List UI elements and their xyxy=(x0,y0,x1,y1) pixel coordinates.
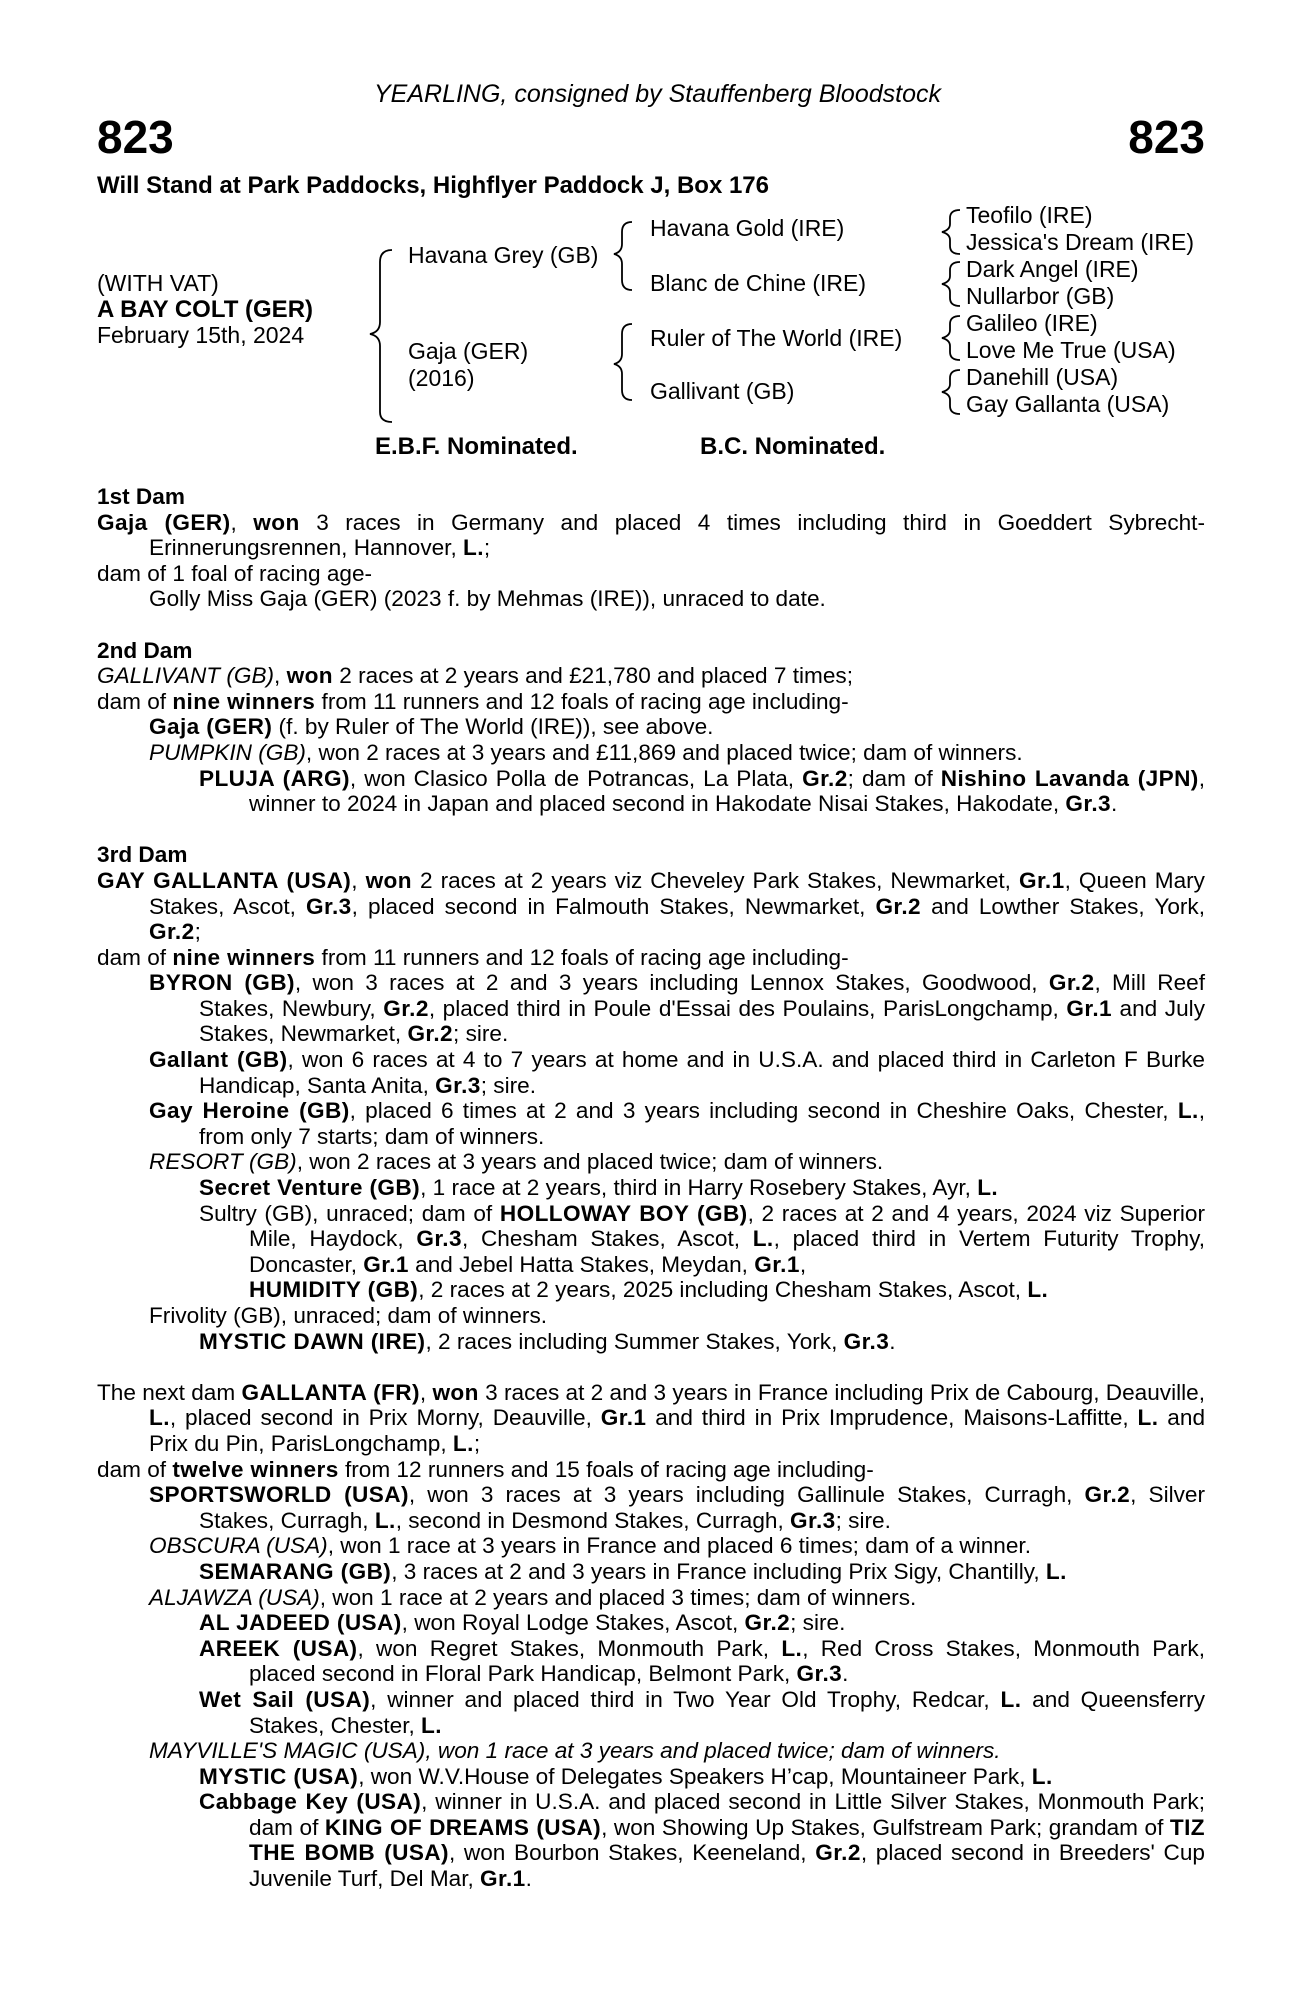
pedigree-sds: Dark Angel (IRE) xyxy=(966,256,1139,282)
next-dam-produce-sportsworld: SPORTSWORLD (USA), won 3 races at 3 years including Gallinule Stakes, Curragh, Gr.2, Silver Stakes, Curragh, L., second in Desmond Stakes, Curragh, Gr.3; sire. xyxy=(149,1482,1205,1533)
first-dam-title: 1st Dam xyxy=(97,484,185,509)
third-dam-produce-humidity: HUMIDITY (GB), 2 races at 2 years, 2025 including Chesham Stakes, Ascot, L. xyxy=(249,1277,1049,1303)
produce-record xyxy=(97,484,1205,1892)
second-dam-produce-gaja: Gaja (GER) (f. by Ruler of The World (IRE)), see above. xyxy=(149,714,714,740)
brace-sd xyxy=(942,262,960,306)
vat-note: (WITH VAT) xyxy=(97,270,219,296)
third-dam-produce-frivolity: Frivolity (GB), unraced; dam of winners. xyxy=(149,1303,548,1328)
third-dam-produce-sultry: Sultry (GB), unraced; dam of HOLLOWAY BOY (GB), 2 races at 2 and 4 years, 2024 viz Superior Mile, Haydock, Gr.3, Chesham Stakes, Ascot, L., placed third in Vertem Futurity Trophy, Doncaster, Gr.1 and Jebel Hatta Stakes, Meydan, Gr.1, xyxy=(199,1200,1205,1277)
pedigree-sire-sire: Havana Gold (IRE) xyxy=(650,215,845,241)
pedigree-dam-dam: Gallivant (GB) xyxy=(650,378,795,404)
pedigree-dsd: Love Me True (USA) xyxy=(966,337,1176,363)
next-dam-foals: dam of twelve winners from 12 runners and 15 foals of racing age including- xyxy=(97,1456,874,1482)
next-dam-produce-al-jadeed: AL JADEED (USA), won Royal Lodge Stakes, Ascot, Gr.2; sire. xyxy=(199,1610,846,1636)
pedigree-dam: Gaja (GER) xyxy=(408,338,529,364)
third-dam-produce-secret-venture: Secret Venture (GB), 1 race at 2 years, third in Harry Rosebery Stakes, Ayr, L. xyxy=(199,1175,999,1201)
pedigree-dam-year: (2016) xyxy=(408,365,475,391)
next-dam-produce-mayvilles-magic: MAYVILLE'S MAGIC (USA), won 1 race at 3 years and placed twice; dam of winners. xyxy=(149,1738,1001,1764)
bc-nomination: B.C. Nominated. xyxy=(700,433,886,460)
pedigree-dam-sire: Ruler of The World (IRE) xyxy=(650,325,903,351)
brace-sire xyxy=(614,222,632,290)
pedigree-sdd: Nullarbor (GB) xyxy=(966,283,1115,309)
brace-ss xyxy=(942,210,960,254)
lot-number-left: 823 xyxy=(97,111,174,163)
third-dam-produce-gay-heroine: Gay Heroine (GB), placed 6 times at 2 and 3 years including second in Cheshire Oaks, Chester, L., from only 7 starts; dam of winners. xyxy=(149,1098,1205,1149)
pedigree-sire: Havana Grey (GB) xyxy=(408,242,599,268)
ebf-nomination: E.B.F. Nominated. xyxy=(375,433,578,460)
first-dam-foals: dam of 1 foal of racing age- xyxy=(97,560,373,586)
second-dam-produce-pluja: PLUJA (ARG), won Clasico Polla de Potrancas, La Plata, Gr.2; dam of Nishino Lavanda (JPN), winner to 2024 in Japan and placed second in Hakodate Nisai Stakes, Hakodate, Gr.3. xyxy=(199,765,1205,817)
next-dam-produce-semarang: SEMARANG (GB), 3 races at 2 and 3 years in France including Prix Sigy, Chantilly, L. xyxy=(199,1558,1067,1584)
second-dam-produce-pumpkin: PUMPKIN (GB), won 2 races at 3 years and £11,869 and placed twice; dam of winners. xyxy=(149,739,1023,765)
next-dam-produce-obscura: OBSCURA (USA), won 1 race at 3 years in France and placed 6 times; dam of a winner. xyxy=(149,1533,1031,1559)
next-dam-record: The next dam GALLANTA (FR), won 3 races at 2 and 3 years in France including Prix de Cabourg, Deauville, L., placed second in Prix Morny, Deauville, Gr.1 and third in Prix Imprudence, Maisons-Laffitte, L. and Prix du Pin, ParisLongchamp, L.; xyxy=(97,1379,1206,1456)
lot-number-right: 823 xyxy=(1128,111,1205,163)
catalogue-subtitle: YEARLING, consigned by Stauffenberg Bloodstock xyxy=(374,80,941,108)
pedigree-ddd: Gay Gallanta (USA) xyxy=(966,391,1170,417)
third-dam-title: 3rd Dam xyxy=(97,842,188,868)
third-dam-produce-mystic-dawn: MYSTIC DAWN (IRE), 2 races including Summer Stakes, York, Gr.3. xyxy=(199,1328,896,1354)
first-dam-produce: Golly Miss Gaja (GER) (2023 f. by Mehmas (IRE)), unraced to date. xyxy=(149,586,826,612)
brace-ds xyxy=(942,316,960,360)
brace-main xyxy=(370,250,392,422)
pedigree-sss: Teofilo (IRE) xyxy=(966,202,1093,228)
stand-location: Will Stand at Park Paddocks, Highflyer Paddock J, Box 176 xyxy=(97,172,769,199)
next-dam-produce-cabbage-key: Cabbage Key (USA), winner in U.S.A. and placed second in Little Silver Stakes, Monmouth Park; dam of KING OF DREAMS (USA), won Showing Up Stakes, Gulfstream Park; grandam of TIZ THE BOMB (USA), won Bourbon Stakes, Keeneland, Gr.2, placed second in Breeders' Cup Juvenile Turf, Del Mar, Gr.1. xyxy=(199,1789,1206,1892)
pedigree-dds: Danehill (USA) xyxy=(966,364,1119,390)
horse-dob: February 15th, 2024 xyxy=(97,322,305,348)
next-dam-produce-aljawza: ALJAWZA (USA), won 1 race at 2 years and placed 3 times; dam of winners. xyxy=(149,1584,917,1610)
third-dam-foals: dam of nine winners from 11 runners and 12 foals of racing age including- xyxy=(97,944,849,970)
brace-dam xyxy=(614,324,632,400)
next-dam-produce-wet-sail: Wet Sail (USA), winner and placed third in Two Year Old Trophy, Redcar, L. and Queensferry Stakes, Chester, L. xyxy=(199,1686,1205,1738)
third-dam-record: GAY GALLANTA (USA), won 2 races at 2 years viz Cheveley Park Stakes, Newmarket, Gr.1, Queen Mary Stakes, Ascot, Gr.3, placed second in Falmouth Stakes, Newmarket, Gr.2 and Lowther Stakes, York, Gr.2; xyxy=(97,867,1205,945)
third-dam-produce-byron: BYRON (GB), won 3 races at 2 and 3 years including Lennox Stakes, Goodwood, Gr.2, Mill Reef Stakes, Newbury, Gr.2, placed third in Poule d'Essai des Poulains, ParisLongchamp, Gr.1 and July Stakes, Newmarket, Gr.2; sire. xyxy=(149,970,1205,1047)
pedigree-dss: Galileo (IRE) xyxy=(966,310,1098,336)
brace-dd xyxy=(942,370,960,414)
next-dam-produce-mystic: MYSTIC (USA), won W.V.House of Delegates Speakers H’cap, Mountaineer Park, L. xyxy=(199,1763,1053,1789)
second-dam-record: GALLIVANT (GB), won 2 races at 2 years and £21,780 and placed 7 times; xyxy=(97,663,853,689)
first-dam-record: Gaja (GER), won 3 races in Germany and placed 4 times including third in Goeddert Sybrecht-Erinnerungsrennen, Hannover, L.; xyxy=(97,509,1205,561)
pedigree-ssd: Jessica's Dream (IRE) xyxy=(966,229,1195,255)
second-dam-title: 2nd Dam xyxy=(97,637,193,663)
third-dam-produce-gallant: Gallant (GB), won 6 races at 4 to 7 years at home and in U.S.A. and placed third in Carleton F Burke Handicap, Santa Anita, Gr.3; sire. xyxy=(149,1047,1205,1098)
third-dam-produce-resort: RESORT (GB), won 2 races at 3 years and placed twice; dam of winners. xyxy=(149,1149,884,1175)
pedigree-sire-dam: Blanc de Chine (IRE) xyxy=(650,270,867,296)
second-dam-foals: dam of nine winners from 11 runners and 12 foals of racing age including- xyxy=(97,688,849,714)
horse-name: A BAY COLT (GER) xyxy=(97,296,314,323)
next-dam-produce-areek: AREEK (USA), won Regret Stakes, Monmouth Park, L., Red Cross Stakes, Monmouth Park, placed second in Floral Park Handicap, Belmont Park, Gr.3. xyxy=(199,1635,1205,1687)
